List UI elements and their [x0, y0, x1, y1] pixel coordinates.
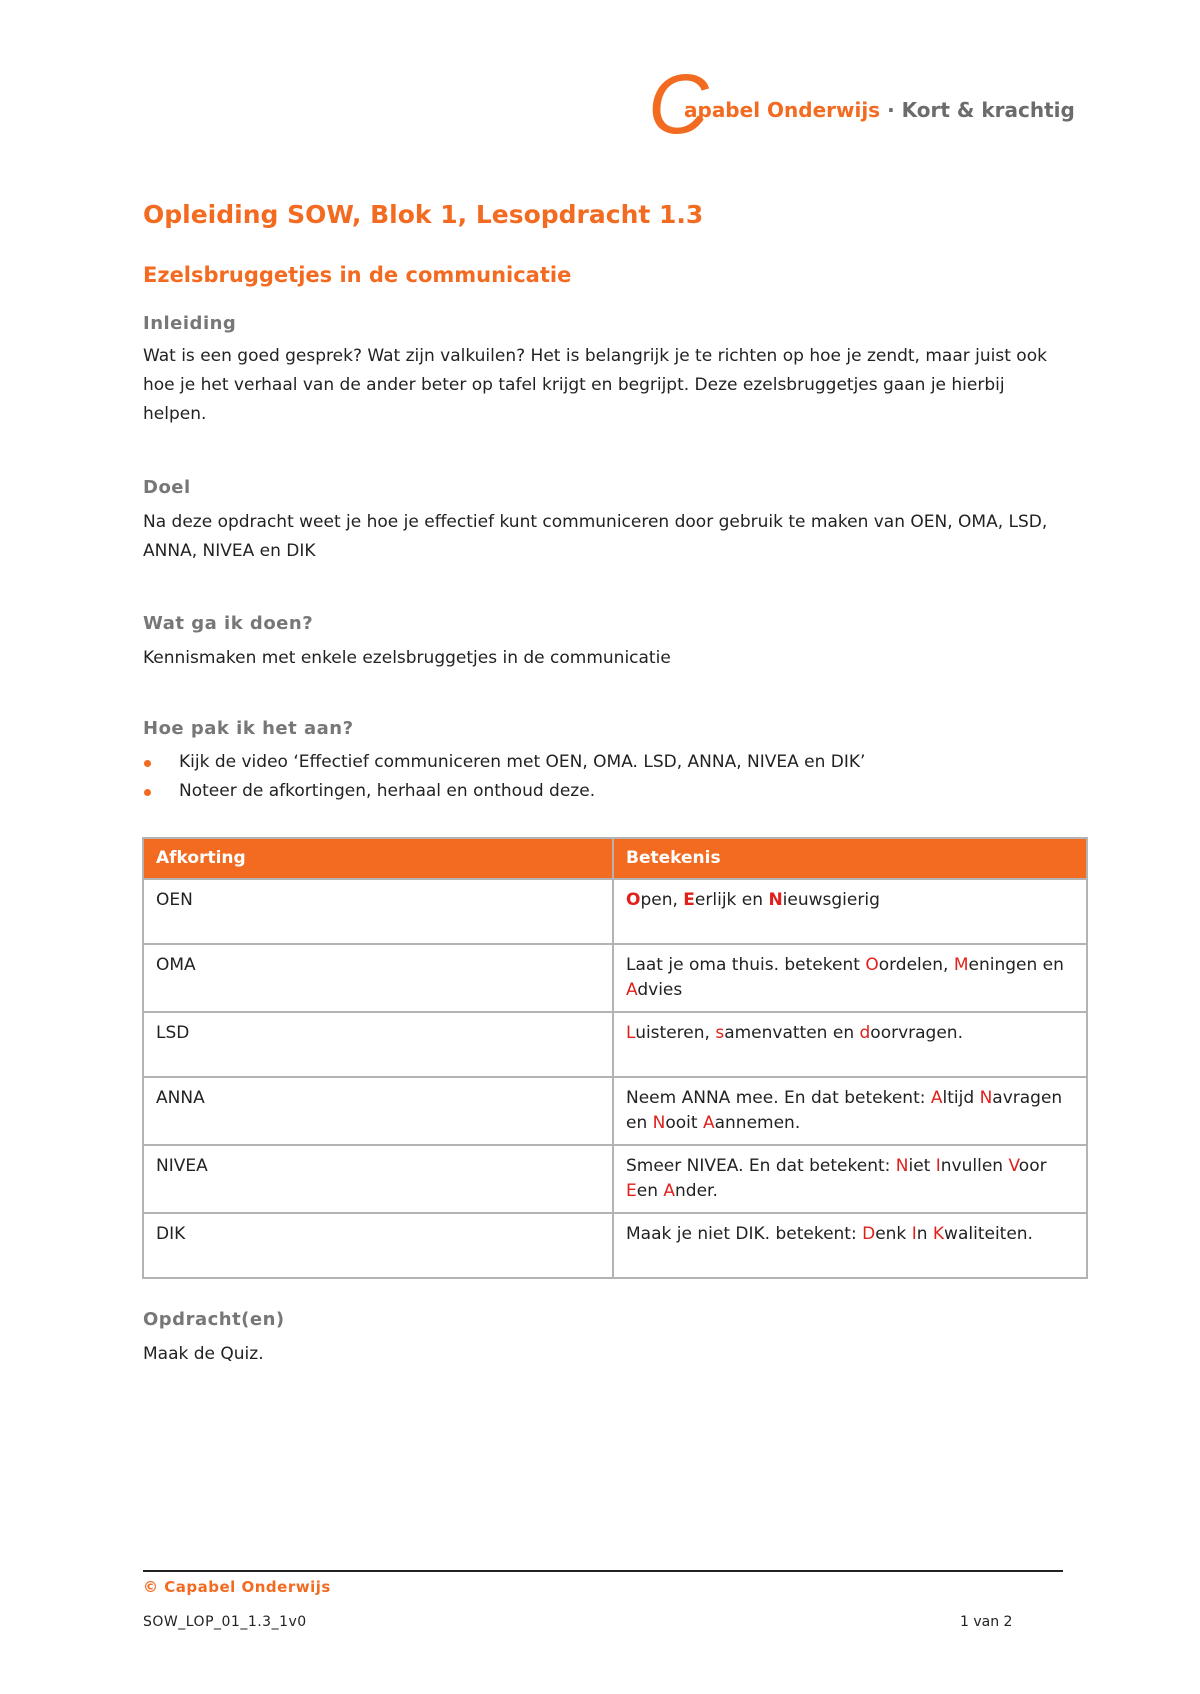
logo-text [684, 98, 1075, 122]
table-row [143, 944, 1087, 1012]
mnemonic-initial: A [930, 1088, 943, 1108]
mnemonic-initial: E [626, 1181, 637, 1201]
mnemonic-initial: N [768, 890, 783, 910]
logo-letter: C [648, 57, 709, 151]
inleiding-text: Wat is een goed gesprek? Wat zijn valkuilen? Het is belangrijk je te richten op hoe je zendt, maar juist ook hoe je het verhaal van de ander beter op tafel krijgt en begrijpt. Deze ezelsbruggetjes gaan je hierbij helpen. [143, 346, 1047, 424]
mnemonic-initial: D [862, 1224, 876, 1244]
bullet-icon [144, 760, 151, 767]
mnemonic-initial: d [859, 1023, 871, 1043]
mnemonic-initial: s [715, 1023, 725, 1043]
meaning-cell: Maak je niet DIK. betekent: Denk In Kwaliteiten. [613, 1213, 1087, 1278]
wat-heading: Wat ga ik doen? [143, 613, 314, 634]
footer-page-number: 1 van 2 [960, 1614, 1013, 1630]
list-item-text: Noteer de afkortingen, herhaal en onthoud deze. [179, 781, 596, 801]
meaning-cell: Luisteren, samenvatten en doorvragen. [613, 1012, 1087, 1077]
opdracht-text: Maak de Quiz. [143, 1344, 264, 1364]
footer-divider [143, 1570, 1063, 1572]
meaning-cell: Smeer NIVEA. En dat betekent: Niet Invullen Voor Een Ander. [613, 1145, 1087, 1213]
table-row [143, 1145, 1087, 1213]
abbreviation-cell: NIVEA [143, 1145, 613, 1213]
mnemonic-initial: A [702, 1113, 715, 1133]
logo-separator: · [887, 98, 895, 122]
mnemonic-initial: O [865, 955, 879, 975]
mnemonic-initial: K [932, 1224, 945, 1244]
mnemonic-initial: A [663, 1181, 676, 1201]
table-row [143, 1012, 1087, 1077]
list-item-text: Kijk de video ‘Effectief communiceren met OEN, OMA. LSD, ANNA, NIVEA en DIK’ [179, 752, 866, 772]
inleiding-heading: Inleiding [143, 313, 237, 334]
document-title: Opleiding SOW, Blok 1, Lesopdracht 1.3 [143, 200, 704, 229]
mnemonic-initial: V [1008, 1156, 1019, 1176]
abbreviation-cell: OMA [143, 944, 613, 1012]
mnemonic-initial: O [626, 890, 641, 910]
mnemonic-initial: L [626, 1023, 636, 1043]
table-header-row [143, 838, 1087, 879]
mnemonic-initial: N [895, 1156, 909, 1176]
logo-tagline: Kort & krachtig [901, 98, 1075, 122]
steps-list [143, 748, 865, 806]
mnemonic-initial: A [626, 980, 638, 1000]
abbreviation-table [142, 837, 1088, 1279]
hoe-heading: Hoe pak ik het aan? [143, 718, 354, 739]
abbreviation-cell: OEN [143, 879, 613, 944]
mnemonic-initial: M [953, 955, 969, 975]
table-row [143, 879, 1087, 944]
table-row [143, 1077, 1087, 1145]
list-item [143, 748, 865, 777]
document-subtitle: Ezelsbruggetjes in de communicatie [143, 263, 572, 287]
abbreviation-cell: LSD [143, 1012, 613, 1077]
bullet-icon [144, 789, 151, 796]
mnemonic-initial: N [979, 1088, 993, 1108]
mnemonic-initial: N [652, 1113, 666, 1133]
doel-text: Na deze opdracht weet je hoe je effectief kunt communiceren door gebruik te maken van OEN, OMA, LSD, ANNA, NIVEA en DIK [143, 512, 1048, 561]
meaning-cell: Neem ANNA mee. En dat betekent: Altijd Navragen en Nooit Aannemen. [613, 1077, 1087, 1145]
mnemonic-initial: I [911, 1224, 917, 1244]
footer-copyright: © Capabel Onderwijs [143, 1578, 331, 1596]
wat-text: Kennismaken met enkele ezelsbruggetjes in de communicatie [143, 648, 671, 668]
abbreviation-cell: DIK [143, 1213, 613, 1278]
mnemonic-initial: I [935, 1156, 941, 1176]
abbreviation-cell: ANNA [143, 1077, 613, 1145]
table-row [143, 1213, 1087, 1278]
logo-name: apabel Onderwijs [684, 98, 881, 122]
list-item [143, 777, 865, 806]
column-header-afkorting: Afkorting [143, 838, 613, 879]
opdracht-heading: Opdracht(en) [143, 1309, 285, 1330]
column-header-betekenis: Betekenis [613, 838, 1087, 879]
footer-document-code: SOW_LOP_01_1.3_1v0 [143, 1614, 307, 1630]
meaning-cell: Open, Eerlijk en Nieuwsgierig [613, 879, 1087, 944]
meaning-cell: Laat je oma thuis. betekent Oordelen, Meningen en Advies [613, 944, 1087, 1012]
doel-heading: Doel [143, 477, 191, 498]
mnemonic-initial: E [683, 890, 695, 910]
